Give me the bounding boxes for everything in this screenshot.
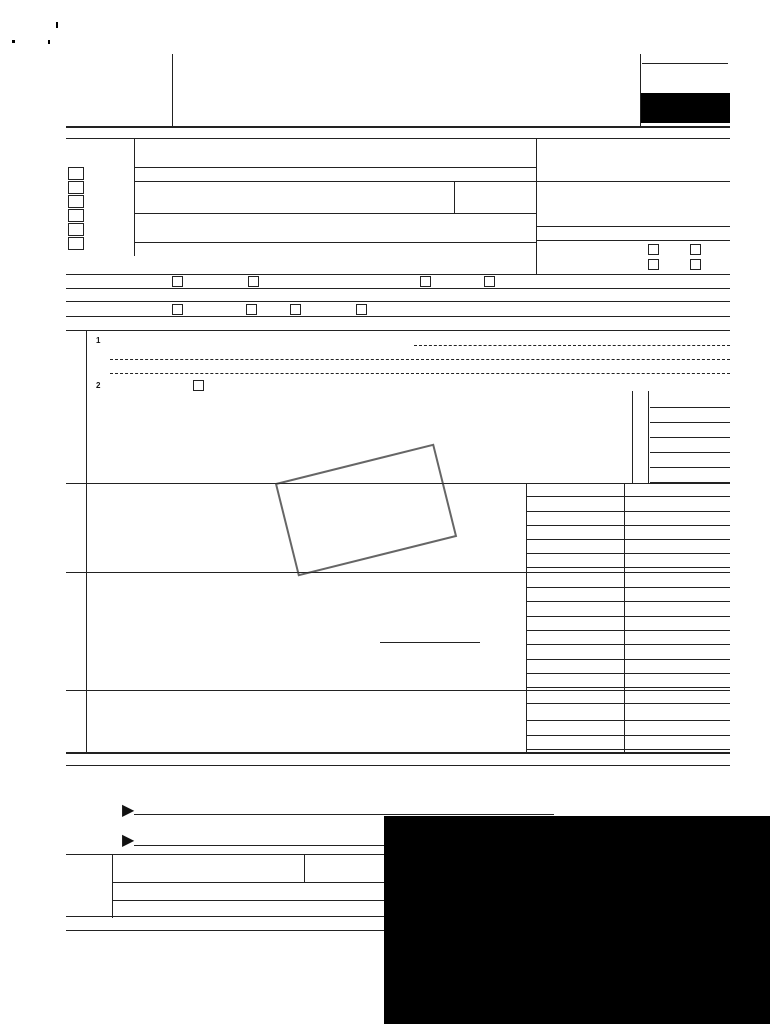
gov-row-rule [650, 482, 730, 483]
name-arrow-icon: ▶ [122, 832, 135, 849]
exp-row-rule [526, 587, 730, 588]
net-row-rule [526, 735, 730, 736]
received-stamp [275, 444, 457, 577]
exp-row-rule [526, 659, 730, 660]
checkbox-b-4[interactable] [68, 223, 84, 236]
rev-row-rule [526, 511, 730, 512]
i-4947-box[interactable] [420, 276, 431, 287]
hb-yes-box[interactable] [648, 259, 659, 270]
net-row-rule [526, 749, 730, 750]
line2-number: 2 [96, 381, 101, 390]
exp-row-rule [526, 630, 730, 631]
k-corp-box[interactable] [172, 304, 183, 315]
scan-speck [12, 40, 15, 43]
scan-speck [48, 40, 50, 44]
sign-arrow-icon: ▶ [122, 802, 135, 819]
gov-box-divider [648, 391, 649, 483]
checkbox-b-2[interactable] [68, 195, 84, 208]
exp-row-rule [526, 687, 730, 688]
rev-row-rule [526, 567, 730, 568]
checkbox-b-3[interactable] [68, 209, 84, 222]
checkbox-b-5[interactable] [68, 237, 84, 250]
k-other-box[interactable] [356, 304, 367, 315]
exp-row-rule [526, 616, 730, 617]
line2-checkbox[interactable] [193, 380, 204, 391]
exp-row-rule [526, 644, 730, 645]
k-trust-box[interactable] [246, 304, 257, 315]
scan-speck [56, 22, 58, 28]
gov-row-rule [650, 467, 730, 468]
hb-no-box[interactable] [690, 259, 701, 270]
gov-row-rule [650, 422, 730, 423]
ha-yes-box[interactable] [648, 244, 659, 255]
ha-no-box[interactable] [690, 244, 701, 255]
i-501c3-box[interactable] [172, 276, 183, 287]
open-public-box [641, 93, 730, 123]
exp-row-rule [526, 673, 730, 674]
gov-row-rule [650, 437, 730, 438]
line1-number: 1 [96, 336, 101, 345]
k-assoc-box[interactable] [290, 304, 301, 315]
rev-row-rule [526, 539, 730, 540]
i-501c-box[interactable] [248, 276, 259, 287]
checkbox-b-1[interactable] [68, 181, 84, 194]
gov-row-rule [650, 452, 730, 453]
exp-row-rule [526, 601, 730, 602]
checkbox-b-0[interactable] [68, 167, 84, 180]
i-527-box[interactable] [484, 276, 495, 287]
gov-box-divider [632, 391, 633, 483]
redaction-block [384, 816, 770, 1024]
rev-row-rule [526, 525, 730, 526]
gov-row-rule [650, 407, 730, 408]
net-row-rule [526, 720, 730, 721]
rev-row-rule [526, 553, 730, 554]
